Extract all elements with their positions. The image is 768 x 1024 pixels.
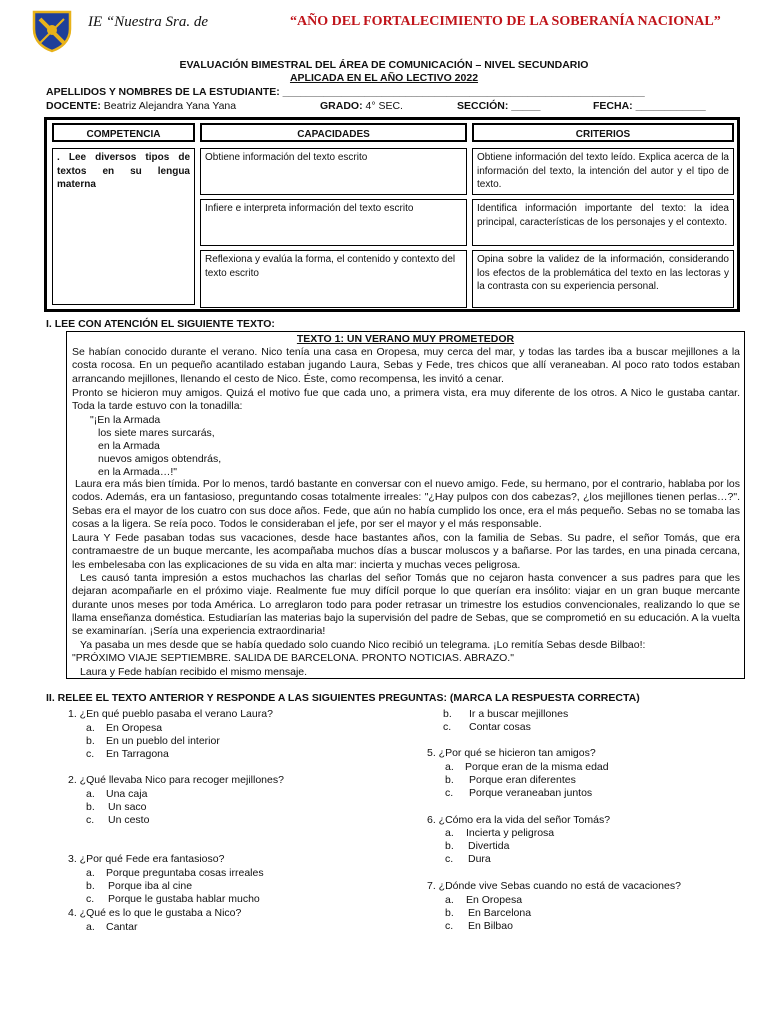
q5-option-b[interactable] bbox=[445, 774, 576, 786]
option-letter: b. bbox=[445, 840, 454, 852]
option-letter: a. bbox=[445, 894, 454, 906]
capacidad-2: Infiere e interpreta información del texto escrito bbox=[200, 199, 467, 246]
option-text: Ir a buscar mejillones bbox=[469, 708, 569, 720]
option-text: Una caja bbox=[106, 788, 148, 800]
header-capacidades: CAPACIDADES bbox=[200, 123, 467, 142]
option-letter: b. bbox=[86, 880, 95, 892]
q6-option-c[interactable] bbox=[445, 853, 491, 865]
paragraph-4: Laura Y Fede pasaban todas sus vacaciones, desde hace bastantes años, con la familia de Sebas. Su padre, el señor Tomás, que era contramaestre de un buque mercante, les acompañaba muchos días a buscar moluscos y a bañarse. Por las tardes, en una pinada cercana, les embelesaba con las explicaciones de su vida en alta mar: incierta y muchas veces peligrosa. bbox=[72, 532, 740, 571]
paragraph-2: Pronto se hicieron muy amigos. Quizá el motivo fue que cada uno, a primera vista, era muy diferente de los otros. A Nico le gustaba cantar. Toda la tarde estuvo con la tonadilla: bbox=[72, 387, 740, 413]
poem-line-1: "¡En la Armada bbox=[90, 414, 161, 426]
paragraph-1: Se habían conocido durante el verano. Nico tenía una casa en Oropesa, muy cerca del mar, y todas las tardes iba a buscar mejillones a la costa rocosa. En un pequeño acantilado estaban jugando Laura, Sebas y Fede, tres chicos que allí veraneaban. Al poco rato todos estaban arrancando mejillones, llenando el cesto de Nico. Éste, como recompensa, les invitó a cenar. bbox=[72, 346, 740, 385]
q5-option-c[interactable] bbox=[445, 787, 593, 799]
question-5: 5. ¿Por qué se hicieron tan amigos? bbox=[427, 747, 596, 759]
question-4: 4. ¿Qué es lo que le gustaba a Nico? bbox=[68, 907, 242, 919]
option-letter: a. bbox=[86, 722, 95, 734]
teacher-name: Beatriz Alejandra Yana Yana bbox=[103, 100, 237, 112]
section-field[interactable]: SECCIÓN: _____ bbox=[457, 100, 541, 112]
option-text: Porque le gustaba hablar mucho bbox=[108, 893, 260, 905]
student-name-field[interactable]: APELLIDOS Y NOMBRES DE LA ESTUDIANTE: ______________________________________________________________ bbox=[46, 86, 645, 98]
option-letter: c. bbox=[445, 920, 454, 932]
option-letter: b. bbox=[86, 801, 95, 813]
paragraph-3: Laura era más bien tímida. Por lo menos, tardó bastante en conversar con el nuevo amigo. Fede, su hermano, por el contrario, hablaba por los codos. Además, era un fantasioso, preguntando cosas totalmente irreales: "¿Hay pulpos con dos cabezas?, ¿los mejillones tienen perlas…?". Sebas era el mayor de los cuatro con sus doce años. Fede, que aún no había cumplido los once, era el más pequeño. Sebas no se tomaba las cosas a la ligera. Se reía poco. Todos le consideraban el jefe, por ser el mayor y el más responsable. bbox=[72, 478, 740, 530]
grade-line bbox=[320, 100, 403, 112]
option-text: Porque preguntaba cosas irreales bbox=[106, 867, 264, 879]
capacidad-1: Obtiene información del texto escrito bbox=[200, 148, 467, 195]
date-field[interactable]: FECHA: ____________ bbox=[593, 100, 706, 112]
option-letter: b. bbox=[445, 774, 454, 786]
poem-line-4: nuevos amigos obtendrás, bbox=[98, 453, 222, 465]
q3-option-b[interactable] bbox=[86, 880, 193, 892]
option-text: Porque eran diferentes bbox=[469, 774, 576, 786]
header-criterios: CRITERIOS bbox=[472, 123, 734, 142]
q3-option-a[interactable] bbox=[86, 867, 264, 879]
telegram-text: "PRÓXIMO VIAJE SEPTIEMBRE. SALIDA DE BARCELONA. PRONTO NOTICIAS. ABRAZO." bbox=[72, 652, 514, 664]
option-text: Un cesto bbox=[108, 814, 150, 826]
capacidad-3: Reflexiona y evalúa la forma, el contenido y contexto del texto escrito bbox=[200, 250, 467, 308]
q1-option-c[interactable] bbox=[86, 748, 169, 760]
option-text: Porque veraneaban juntos bbox=[469, 787, 593, 799]
option-text: En Barcelona bbox=[468, 907, 532, 919]
option-letter: a. bbox=[86, 867, 95, 879]
q4-option-b[interactable] bbox=[443, 708, 569, 720]
year-slogan: “AÑO DEL FORTALECIMIENTO DE LA SOBERANÍA NACIONAL” bbox=[290, 14, 721, 29]
option-letter: c. bbox=[86, 748, 95, 760]
paragraph-8: Laura y Fede habían recibido el mismo mensaje. bbox=[80, 666, 308, 678]
option-text: En Oropesa bbox=[106, 722, 163, 734]
option-letter: a. bbox=[445, 761, 454, 773]
option-letter: b. bbox=[86, 735, 95, 747]
option-text: Divertida bbox=[468, 840, 510, 852]
header-competencia: COMPETENCIA bbox=[52, 123, 195, 142]
criterio-2: Identifica información importante del texto: la idea principal, características de los personajes y el contexto. bbox=[472, 199, 734, 246]
paragraph-6: Ya pasaba un mes desde que se había quedado solo cuando Nico recibió un telegrama. ¡Lo remitía Sebas desde Bilbao!: bbox=[80, 639, 646, 651]
option-text: Cantar bbox=[106, 921, 138, 933]
option-letter: a. bbox=[86, 921, 95, 933]
option-text: Incierta y peligrosa bbox=[466, 827, 555, 839]
q6-option-a[interactable] bbox=[445, 827, 555, 839]
q3-option-c[interactable] bbox=[86, 893, 260, 905]
q6-option-b[interactable] bbox=[445, 840, 510, 852]
teacher-line bbox=[46, 100, 236, 112]
competencia-cell: . Lee diversos tipos de textos en su lengua materna bbox=[52, 148, 195, 305]
grade-label: GRADO: bbox=[320, 100, 363, 112]
q7-option-b[interactable] bbox=[445, 907, 532, 919]
option-text: En Bilbao bbox=[468, 920, 513, 932]
option-text: Porque eran de la misma edad bbox=[465, 761, 609, 773]
option-letter: c. bbox=[86, 893, 95, 905]
school-name: IE “Nuestra Sra. de bbox=[88, 14, 208, 30]
question-1: 1. ¿En qué pueblo pasaba el verano Laura? bbox=[68, 708, 273, 720]
question-6: 6. ¿Cómo era la vida del señor Tomás? bbox=[427, 814, 611, 826]
q1-option-a[interactable] bbox=[86, 722, 163, 734]
option-letter: c. bbox=[445, 853, 454, 865]
q4-option-c[interactable] bbox=[443, 721, 531, 733]
q7-option-a[interactable] bbox=[445, 894, 523, 906]
option-letter: a. bbox=[445, 827, 454, 839]
poem-line-5: en la Armada…!" bbox=[98, 466, 178, 478]
option-text: En un pueblo del interior bbox=[106, 735, 220, 747]
exam-title: EVALUACIÓN BIMESTRAL DEL ÁREA DE COMUNICACIÓN – NIVEL SECUNDARIO bbox=[179, 59, 589, 71]
poem-line-2: los siete mares surcarás, bbox=[98, 427, 215, 439]
criterio-3: Opina sobre la validez de la información, considerando los efectos de la problemática del texto en las lectoras y la contrasta con su experiencia personal. bbox=[472, 250, 734, 308]
q1-option-b[interactable] bbox=[86, 735, 220, 747]
school-crest-icon bbox=[30, 9, 74, 53]
poem-line-3: en la Armada bbox=[98, 440, 160, 452]
exam-subtitle: APLICADA EN EL AÑO LECTIVO 2022 bbox=[289, 72, 479, 84]
section-1-heading: I. LEE CON ATENCIÓN EL SIGUIENTE TEXTO: bbox=[46, 318, 275, 330]
question-3: 3. ¿Por qué Fede era fantasioso? bbox=[68, 853, 225, 865]
option-text: Contar cosas bbox=[469, 721, 531, 733]
option-letter: c. bbox=[86, 814, 95, 826]
section-2-heading: II. RELEE EL TEXTO ANTERIOR Y RESPONDE A LAS SIGUIENTES PREGUNTAS: (MARCA LA RESPUESTA CORRECTA) bbox=[46, 692, 640, 704]
option-text: Dura bbox=[468, 853, 491, 865]
question-7: 7. ¿Dónde vive Sebas cuando no está de vacaciones? bbox=[427, 880, 681, 892]
criterio-1: Obtiene información del texto leído. Explica acerca de la información del texto, la intención del autor y el tipo de texto. bbox=[472, 148, 734, 195]
q5-option-a[interactable] bbox=[445, 761, 609, 773]
reading-title: TEXTO 1: UN VERANO MUY PROMETEDOR bbox=[296, 333, 515, 345]
question-2: 2. ¿Qué llevaba Nico para recoger mejillones? bbox=[68, 774, 284, 786]
q2-option-b[interactable] bbox=[86, 801, 147, 813]
option-letter: a. bbox=[86, 788, 95, 800]
option-text: Porque iba al cine bbox=[108, 880, 193, 892]
option-letter: b. bbox=[445, 907, 454, 919]
option-letter: c. bbox=[445, 787, 454, 799]
option-text: En Tarragona bbox=[106, 748, 169, 760]
option-text: En Oropesa bbox=[466, 894, 523, 906]
option-letter: c. bbox=[443, 721, 452, 733]
grade-value: 4° SEC. bbox=[365, 100, 403, 112]
q7-option-c[interactable] bbox=[445, 920, 513, 932]
teacher-label: DOCENTE: bbox=[46, 100, 101, 112]
option-text: Un saco bbox=[108, 801, 147, 813]
paragraph-5: Les causó tanta impresión a estos muchachos las charlas del señor Tomás que no cejaron hasta convencer a sus padres para que les dejaran acompañarle en el próximo viaje. Realmente fue muy difícil porque lo que querían era insólito: viajar en un gran buque mercante durante unos meses por toda América. Lo arreglaron todo para poder retrasar un trimestre los estudios convencionales, realizando lo que se llama enseñanza doméstica. Estudiarían las materias bajo la supervisión del padre de Sebas, que se comprometió en su educación. A la vuelta se examinarían. ¡Sería una experiencia extraordinaria! bbox=[72, 572, 740, 638]
q4-option-a[interactable] bbox=[86, 921, 138, 933]
q2-option-a[interactable] bbox=[86, 788, 148, 800]
q2-option-c[interactable] bbox=[86, 814, 150, 826]
option-letter: b. bbox=[443, 708, 452, 720]
